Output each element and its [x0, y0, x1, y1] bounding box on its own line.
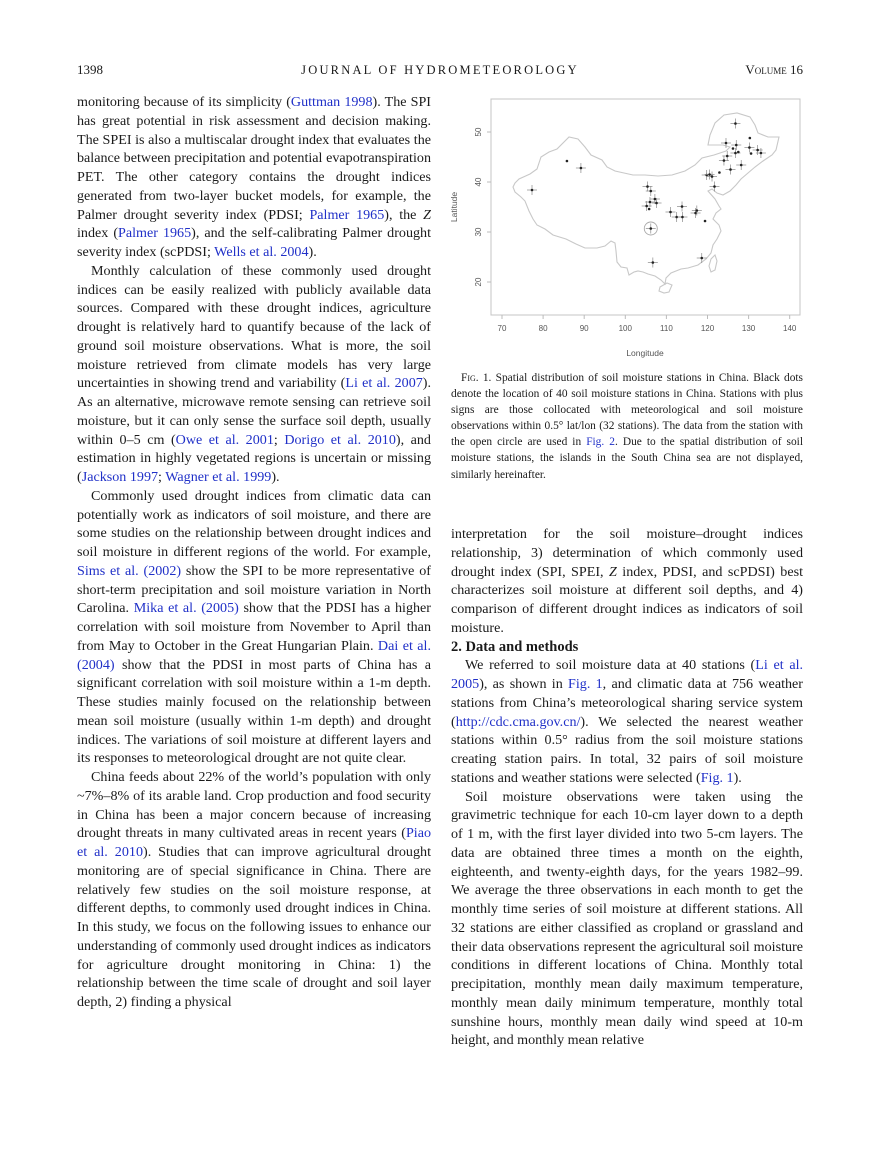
station-dot — [652, 261, 655, 264]
taiwan-outline — [709, 255, 717, 272]
station-dot — [700, 257, 703, 260]
paragraph — [451, 656, 803, 787]
station-dot — [732, 147, 735, 150]
text-run: ). — [308, 244, 317, 260]
x-tick-label: 90 — [579, 324, 589, 333]
x-tick-label: 110 — [660, 324, 673, 333]
station-dot — [718, 171, 721, 174]
text-run: show the SPI to be more representative of short-term precipitation and soil moisture variation in North Carolina. — [77, 562, 431, 617]
text-run: Monthly calculation of these commonly used drought indices can be easily realized with publicly available data sources. Compared with these drought indices, agriculture drought is relatively hard to quantify because of the lack of ground soil moisture observations. What is more, the soil moisture retrieved from climate models has very large uncertainties in showing trend and variability ( — [77, 262, 431, 392]
text-run: Soil moisture observations were taken using the gravimetric technique for each 10-cm layer down to a depth of 1 m, with the first layer divided into two 5-cm layers. The data are obtained three times a month on the eighth, eighteenth, and twenty-eighth days, for the years 1982–99. We average the three observations in each month to get the monthly time series of soil moisture at different stations. All 32 stations are either classified as cropland or grassland and their data observations represent the agricultural soil moisture conditions in different locations of China. Monthly total precipitation, monthly mean daily maximum temperature, monthly mean daily minimum temperature, monthly total sunshine hours, monthly mean daily wind speed at 10-m height, and monthly mean relative — [451, 788, 803, 1049]
text-run: index ( — [77, 225, 119, 242]
citation-link[interactable]: Wagner et al. 1999 — [165, 469, 272, 485]
paragraph — [451, 525, 803, 638]
paragraph — [77, 93, 431, 262]
citation-link[interactable]: http://cdc.cma.gov.cn/ — [455, 713, 581, 730]
journal-title: JOURNAL OF HYDROMETEOROLOGY — [301, 63, 579, 77]
text-run: ). The SPI has great potential in risk assessment and decision making. The SPEI is also a multiscalar drought index that evaluates the balance between precipitation and potential evapotranspiration PET. The other category contains the drought indices generated from two-layer bucket models, for example, the Palmer drought severity index (PDSI; — [77, 94, 431, 223]
text-run: ; — [158, 469, 166, 485]
figure-label: Fig. 1. — [461, 372, 492, 384]
right-column — [451, 525, 803, 1050]
volume-label: Volume 16 — [745, 62, 803, 77]
station-dot — [645, 205, 648, 208]
text-run: China feeds about 22% of the world’s population with only ~7%–8% of its arable land. Crop production and food security in China has been a major concern because of increasing drought threats in many cultivated areas in recent years ( — [77, 769, 431, 842]
y-tick-label: 30 — [474, 227, 483, 237]
station-dot — [750, 152, 753, 155]
x-axis-label: Longitude — [626, 348, 664, 358]
citation-link[interactable]: Guttman 1998 — [290, 94, 373, 110]
station-dot — [729, 168, 732, 171]
text-run: ), and estimation in highly vegetated regions is uncertain or missing ( — [77, 431, 431, 485]
station-dot — [713, 185, 716, 188]
text-run: ), and the self-calibrating Palmer drought severity index (scPDSI; — [77, 225, 432, 260]
text-run: ). As an alternative, microwave remote sensing can retrieve soil moisture, but it can only sense the surface soil depth, usually within 0–5 cm ( — [77, 375, 432, 448]
station-dot — [696, 209, 699, 212]
station-dot — [737, 151, 740, 154]
text-run: ), the — [384, 206, 424, 223]
station-dot — [735, 144, 738, 147]
station-dot — [711, 175, 714, 178]
station-dot — [649, 227, 652, 230]
text-run: show that the PDSI in most parts of China has a significant correlation with soil moisture within a 1-m depth. These studies mainly focused on the relationship between mean soil moisture (usually within 1-m depth) and drought indices. The variations of soil moisture at different layers and its responses to meteorological drought are not quite clear. — [77, 656, 431, 767]
citation-link[interactable]: Dorigo et al. 2010 — [284, 431, 396, 448]
china-outline — [513, 113, 779, 284]
x-tick-label: 130 — [741, 324, 756, 333]
citation-link[interactable]: Wells et al. 2004 — [214, 244, 309, 260]
paragraph — [77, 768, 431, 1012]
citation-link[interactable]: Jackson 1997 — [81, 469, 159, 485]
citation-link[interactable]: Dai et al. (2004) — [77, 637, 431, 673]
station-dot — [646, 185, 649, 188]
text-run: Spatial distribution of soil moisture stations in China. Black dots denote the location of 40 soil moisture stations in China. Stations with plus signs are those collocated with meteorological and soil moisture observations within 0.5° lat/lon (32 stations). The data from the station with the open circle are used in — [451, 372, 803, 449]
text-run: ; — [273, 431, 285, 448]
station-dot — [681, 216, 684, 219]
paragraph — [77, 487, 431, 768]
text-run: ). We selected the nearest weather stations within 0.5° radius from the soil moisture stations creating station pairs. In total, 32 pairs of soil moisture stations and weather stations were selected ( — [451, 713, 803, 786]
citation-link[interactable]: Fig. 1 — [568, 676, 603, 692]
section-heading: 2. Data and methods — [451, 638, 579, 655]
x-tick-label: 100 — [618, 324, 632, 333]
station-dot — [566, 160, 569, 163]
station-markers — [527, 119, 766, 268]
station-dot — [649, 190, 652, 193]
axis-ticks — [474, 127, 797, 333]
station-dot — [704, 220, 707, 223]
text-run: Commonly used drought indices from climatic data can potentially work as indicators of soil moisture, and there are some studies on the relationship between drought indices and soil moisture in different regions of the world. For example, — [77, 487, 431, 560]
running-header — [77, 62, 803, 80]
text-run: ). — [733, 769, 742, 786]
station-dot — [681, 205, 684, 208]
paragraph — [451, 788, 803, 1051]
figure-caption — [451, 370, 803, 483]
citation-link[interactable]: Fig. 1 — [700, 769, 734, 786]
hainan-outline — [659, 283, 672, 293]
text-run: , and climatic data at 756 weather stations from China’s meteorological sharing service system ( — [451, 676, 803, 730]
station-dot — [726, 155, 729, 158]
citation-link[interactable]: Piao et al. 2010 — [77, 825, 431, 860]
citation-link[interactable]: Palmer 1965 — [309, 206, 385, 223]
citation-link[interactable]: Sims et al. (2002) — [77, 562, 182, 579]
citation-link[interactable]: Li et al. 2005 — [451, 657, 804, 692]
y-tick-label: 40 — [474, 177, 483, 187]
text-run: monitoring because of its simplicity ( — [77, 94, 291, 110]
left-column — [77, 93, 431, 1012]
station-dot — [725, 142, 728, 145]
figure-1-map — [445, 95, 815, 365]
y-tick-label: 50 — [474, 127, 483, 137]
station-dot — [734, 152, 737, 155]
text-run: ). Studies that can improve agricultural drought monitoring are of special significance in China. There are relatively few studies on the soil moisture response, at different depths, to commonly used drought indices in China. In this study, we focus on the following issues to enhance our understanding of commonly used drought indices as indicators for agriculture drought monitoring in China: 1) the relationship between the time scale of drought and soil layer depth, 2) finding a physical — [77, 844, 431, 1010]
caption-text — [451, 372, 803, 481]
station-dot — [708, 173, 711, 176]
italic-symbol: Z — [423, 206, 431, 223]
station-dot — [756, 149, 759, 152]
citation-link[interactable]: Palmer 1965 — [118, 225, 192, 242]
x-tick-label: 140 — [783, 324, 797, 333]
citation-link[interactable]: Li et al. 2007 — [345, 375, 423, 392]
text-run: ), as shown in — [479, 676, 569, 692]
station-dot — [655, 202, 658, 205]
station-dot — [531, 189, 534, 192]
station-dot — [654, 198, 657, 201]
station-dot — [760, 152, 763, 155]
text-run: interpretation for the soil moisture–drought indices relationship, 3) determination of which commonly used drought index (SPI, SPEI, — [451, 526, 803, 580]
page-number: 1398 — [77, 62, 103, 77]
station-dot — [580, 167, 583, 170]
plot-frame — [491, 99, 800, 315]
station-dot — [749, 137, 752, 140]
station-dot — [723, 159, 726, 162]
citation-link[interactable]: Fig. 2 — [586, 436, 615, 449]
citation-link[interactable]: Owe et al. 2001 — [175, 431, 274, 448]
station-dot — [669, 211, 672, 214]
text-run: show that the PDSI has a higher correlation with soil moisture from November to April than from May to October in the Great Hungarian Plain. — [77, 600, 431, 654]
station-dot — [705, 174, 708, 177]
x-tick-label: 80 — [538, 324, 548, 333]
y-tick-label: 20 — [474, 277, 483, 287]
citation-link[interactable]: Mika et al. (2005) — [133, 600, 239, 617]
station-dot — [648, 208, 651, 211]
station-dot — [649, 201, 652, 204]
station-dot — [740, 164, 743, 167]
station-map-plot — [445, 95, 815, 365]
station-dot — [748, 146, 751, 149]
italic-symbol: Z — [609, 563, 617, 580]
station-dot — [734, 122, 737, 125]
paragraph — [77, 262, 431, 487]
text-run: We referred to soil moisture data at 40 stations ( — [465, 657, 756, 674]
y-axis-label: Latitude — [449, 191, 459, 223]
text-run: ). — [271, 469, 280, 485]
x-tick-label: 70 — [497, 324, 507, 333]
x-tick-label: 120 — [700, 324, 715, 333]
text-run: . Due to the spatial distribution of soil moisture stations, the islands in the South China sea are not displayed, similarly hereinafter. — [451, 436, 803, 481]
text-run: index, PDSI, and scPDSI) best characterizes soil moisture at different soil depths, and 4) comparison of different drought indices as indicators of soil moisture. — [451, 563, 803, 636]
